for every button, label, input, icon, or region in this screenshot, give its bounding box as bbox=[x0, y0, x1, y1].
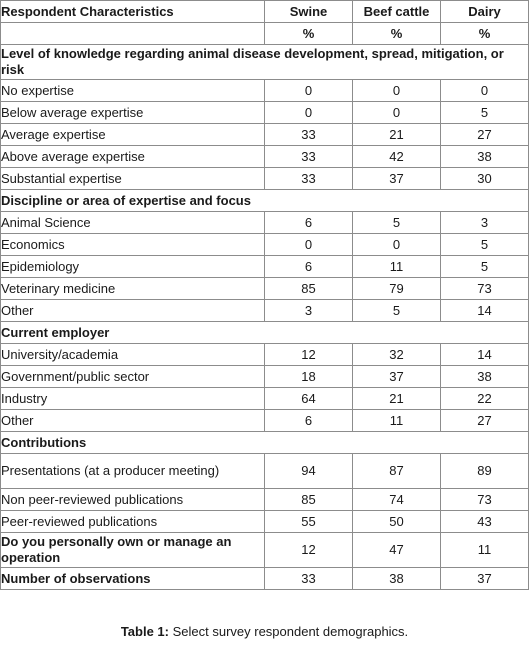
unit-cell-empty bbox=[1, 23, 265, 45]
row-label: Government/public sector bbox=[1, 366, 265, 388]
value-beef-cattle: 21 bbox=[353, 124, 441, 146]
table-row bbox=[1, 278, 529, 300]
summary-label: Do you personally own or manage an operation bbox=[1, 533, 265, 568]
value-dairy: 5 bbox=[441, 234, 529, 256]
value-beef-cattle: 11 bbox=[353, 256, 441, 278]
summary-value-beef-cattle: 38 bbox=[353, 568, 441, 590]
value-dairy: 3 bbox=[441, 212, 529, 234]
caption-label: Table 1: bbox=[120, 624, 169, 639]
value-dairy: 30 bbox=[441, 168, 529, 190]
value-beef-cattle: 5 bbox=[353, 300, 441, 322]
value-dairy: 5 bbox=[441, 256, 529, 278]
summary-value-swine: 12 bbox=[265, 533, 353, 568]
section-header-row bbox=[1, 432, 529, 454]
value-beef-cattle: 11 bbox=[353, 410, 441, 432]
table-row bbox=[1, 388, 529, 410]
value-dairy: 89 bbox=[441, 454, 529, 489]
unit-cell-beef-cattle: % bbox=[353, 23, 441, 45]
column-header-characteristics: Respondent Characteristics bbox=[1, 1, 265, 23]
summary-row bbox=[1, 568, 529, 590]
value-dairy: 38 bbox=[441, 146, 529, 168]
table-caption bbox=[0, 624, 529, 640]
section-header-row bbox=[1, 45, 529, 80]
value-swine: 0 bbox=[265, 80, 353, 102]
row-label: Other bbox=[1, 300, 265, 322]
section-title: Contributions bbox=[1, 432, 529, 454]
value-swine: 0 bbox=[265, 234, 353, 256]
table-row bbox=[1, 168, 529, 190]
units-row bbox=[1, 23, 529, 45]
summary-value-beef-cattle: 47 bbox=[353, 533, 441, 568]
value-beef-cattle: 0 bbox=[353, 234, 441, 256]
table-row bbox=[1, 234, 529, 256]
row-label: Economics bbox=[1, 234, 265, 256]
value-beef-cattle: 0 bbox=[353, 102, 441, 124]
column-header-dairy: Dairy bbox=[441, 1, 529, 23]
table-row bbox=[1, 256, 529, 278]
row-label: Industry bbox=[1, 388, 265, 410]
value-dairy: 14 bbox=[441, 300, 529, 322]
row-label: Substantial expertise bbox=[1, 168, 265, 190]
value-swine: 6 bbox=[265, 212, 353, 234]
row-label: Veterinary medicine bbox=[1, 278, 265, 300]
value-swine: 33 bbox=[265, 146, 353, 168]
row-label: Other bbox=[1, 410, 265, 432]
summary-value-dairy: 11 bbox=[441, 533, 529, 568]
unit-cell-dairy: % bbox=[441, 23, 529, 45]
value-swine: 64 bbox=[265, 388, 353, 410]
table-row bbox=[1, 410, 529, 432]
value-beef-cattle: 50 bbox=[353, 511, 441, 533]
section-title: Current employer bbox=[1, 322, 529, 344]
value-swine: 0 bbox=[265, 102, 353, 124]
value-swine: 85 bbox=[265, 278, 353, 300]
value-beef-cattle: 87 bbox=[353, 454, 441, 489]
value-swine: 55 bbox=[265, 511, 353, 533]
value-beef-cattle: 0 bbox=[353, 80, 441, 102]
table-row bbox=[1, 454, 529, 489]
value-swine: 33 bbox=[265, 124, 353, 146]
value-dairy: 43 bbox=[441, 511, 529, 533]
table-row bbox=[1, 80, 529, 102]
summary-value-dairy: 37 bbox=[441, 568, 529, 590]
value-swine: 18 bbox=[265, 366, 353, 388]
row-label: Below average expertise bbox=[1, 102, 265, 124]
caption-text: Select survey respondent demographics. bbox=[168, 624, 409, 639]
table-row bbox=[1, 366, 529, 388]
table-body bbox=[1, 1, 529, 590]
value-beef-cattle: 32 bbox=[353, 344, 441, 366]
summary-label: Number of observations bbox=[1, 568, 265, 590]
value-swine: 94 bbox=[265, 454, 353, 489]
value-dairy: 73 bbox=[441, 278, 529, 300]
value-swine: 6 bbox=[265, 410, 353, 432]
table-row bbox=[1, 489, 529, 511]
table-row bbox=[1, 146, 529, 168]
row-label: Epidemiology bbox=[1, 256, 265, 278]
value-beef-cattle: 37 bbox=[353, 366, 441, 388]
row-label: University/academia bbox=[1, 344, 265, 366]
table-row bbox=[1, 511, 529, 533]
table-row bbox=[1, 212, 529, 234]
value-beef-cattle: 5 bbox=[353, 212, 441, 234]
row-label: Animal Science bbox=[1, 212, 265, 234]
row-label: Average expertise bbox=[1, 124, 265, 146]
row-label: Presentations (at a producer meeting) bbox=[1, 454, 265, 489]
value-dairy: 5 bbox=[441, 102, 529, 124]
summary-value-swine: 33 bbox=[265, 568, 353, 590]
value-swine: 33 bbox=[265, 168, 353, 190]
row-label: Peer-reviewed publications bbox=[1, 511, 265, 533]
row-label: Above average expertise bbox=[1, 146, 265, 168]
value-dairy: 27 bbox=[441, 410, 529, 432]
row-label: Non peer-reviewed publications bbox=[1, 489, 265, 511]
section-header-row bbox=[1, 322, 529, 344]
value-dairy: 27 bbox=[441, 124, 529, 146]
table-row bbox=[1, 124, 529, 146]
section-title: Discipline or area of expertise and focus bbox=[1, 190, 529, 212]
header-row bbox=[1, 1, 529, 23]
summary-row bbox=[1, 533, 529, 568]
value-swine: 12 bbox=[265, 344, 353, 366]
unit-cell-swine: % bbox=[265, 23, 353, 45]
value-dairy: 22 bbox=[441, 388, 529, 410]
section-title: Level of knowledge regarding animal disease development, spread, mitigation, or risk bbox=[1, 45, 529, 80]
value-dairy: 73 bbox=[441, 489, 529, 511]
value-beef-cattle: 37 bbox=[353, 168, 441, 190]
column-header-swine: Swine bbox=[265, 1, 353, 23]
value-dairy: 0 bbox=[441, 80, 529, 102]
section-header-row bbox=[1, 190, 529, 212]
value-beef-cattle: 42 bbox=[353, 146, 441, 168]
value-swine: 85 bbox=[265, 489, 353, 511]
value-dairy: 14 bbox=[441, 344, 529, 366]
table-row bbox=[1, 102, 529, 124]
value-swine: 3 bbox=[265, 300, 353, 322]
value-beef-cattle: 21 bbox=[353, 388, 441, 410]
value-dairy: 38 bbox=[441, 366, 529, 388]
table-row bbox=[1, 344, 529, 366]
table-row bbox=[1, 300, 529, 322]
column-header-beef-cattle: Beef cattle bbox=[353, 1, 441, 23]
value-swine: 6 bbox=[265, 256, 353, 278]
value-beef-cattle: 79 bbox=[353, 278, 441, 300]
value-beef-cattle: 74 bbox=[353, 489, 441, 511]
row-label: No expertise bbox=[1, 80, 265, 102]
